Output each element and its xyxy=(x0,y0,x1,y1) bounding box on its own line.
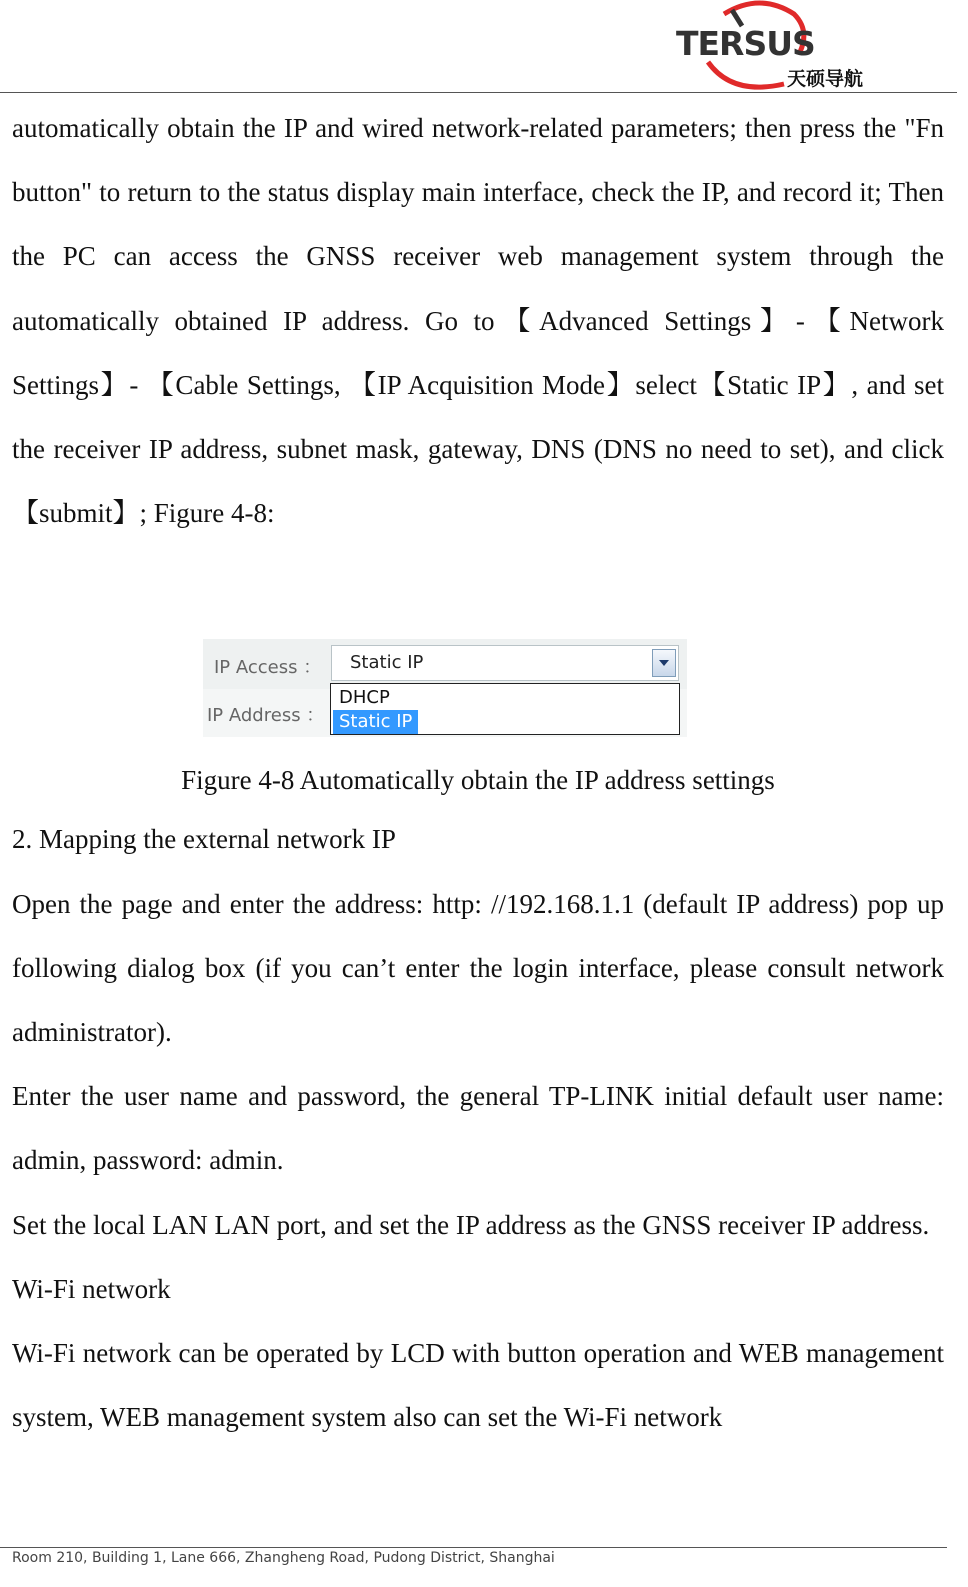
logo-chinese-name: 天硕导航 xyxy=(787,68,864,90)
footer-address: Room 210, Building 1, Lane 666, Zhangheng Road, Pudong District, Shanghai xyxy=(12,1550,555,1566)
ip-settings-panel xyxy=(203,639,687,737)
paragraph-open-page: Open the page and enter the address: http: //192.168.1.1 (default IP address) pop up following dialog box (if you can’t enter the login interface, please consult network administrator). xyxy=(12,888,944,1048)
intro-paragraph: automatically obtain the IP and wired network-related parameters; then press the "Fn button" to return to the status display main interface, check the IP, and record it; Then the PC can access the GNSS receiver web management system through the automatically obtained IP address. Go to【Advanced Settings】-【Network Settings】- 【Cable Settings, 【IP Acquisition Mode】select【Static IP】, and set the receiver IP address, subnet mask, gateway, DNS (DNS no need to set), and click【submit】; Figure 4-8: xyxy=(12,113,944,529)
paragraph-wifi: Wi-Fi network can be operated by LCD with button operation and WEB management system, WEB management system also can set the Wi-Fi network xyxy=(12,1338,944,1433)
header-divider xyxy=(0,92,957,93)
figure-spacer xyxy=(12,545,944,639)
logo-wordmark: TERSUS xyxy=(676,24,815,63)
tersus-logo xyxy=(672,0,872,92)
footer-divider xyxy=(0,1547,947,1548)
ip-access-select[interactable] xyxy=(331,645,679,681)
page-header xyxy=(0,0,968,94)
option-dhcp[interactable]: DHCP xyxy=(339,687,390,709)
section-heading-mapping: 2. Mapping the external network IP xyxy=(12,824,396,855)
section-heading-wifi: Wi-Fi network xyxy=(12,1273,171,1304)
option-static-ip[interactable]: Static IP xyxy=(333,710,418,734)
ip-access-label: IP Access ： xyxy=(214,657,322,679)
page-content xyxy=(12,96,944,1449)
figure-caption: Figure 4-8 Automatically obtain the IP address settings xyxy=(181,765,775,796)
ip-access-row xyxy=(203,639,687,689)
ip-access-dropdown-list xyxy=(330,683,680,735)
figure-4-8 xyxy=(12,639,944,761)
ip-address-label: IP Address ： xyxy=(207,705,325,727)
ip-access-selected-value: Static IP xyxy=(350,652,424,674)
paragraph-credentials: Enter the user name and password, the general TP-LINK initial default user name: admin, password: admin. xyxy=(12,1081,944,1176)
paragraph-lan-port: Set the local LAN LAN port, and set the IP address as the GNSS receiver IP address. xyxy=(12,1209,930,1240)
chevron-down-icon xyxy=(659,660,669,666)
dropdown-button[interactable] xyxy=(652,649,676,677)
